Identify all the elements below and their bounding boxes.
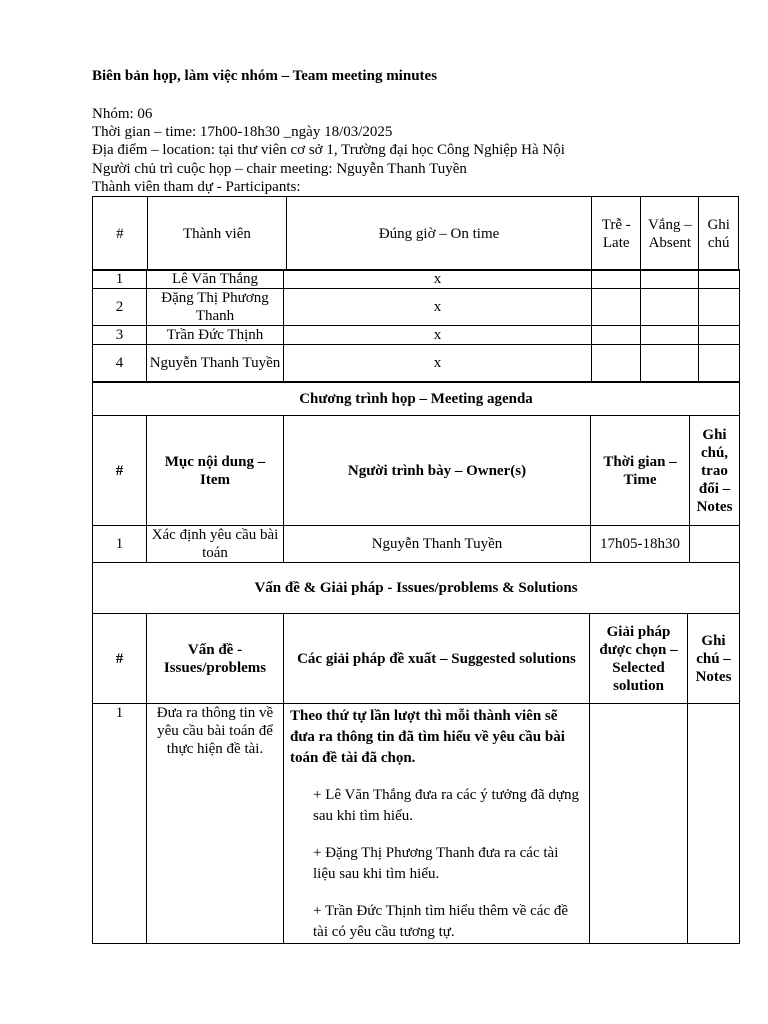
solution-item: + Lê Văn Thắng đưa ra các ý tưởng đã dựng sau khi tìm hiểu. — [313, 787, 579, 824]
issues-header-notes: Ghi chú – Notes — [688, 614, 740, 704]
agenda-section-title: Chương trình họp – Meeting agenda — [93, 383, 740, 416]
solution-item: + Đặng Thị Phương Thanh đưa ra các tài liệu sau khi tìm hiểu. — [313, 845, 559, 882]
issue-text: Đưa ra thông tin về yêu cầu bài toán để thực hiện đề tài. — [147, 704, 284, 944]
solution-item: + Trần Đức Thịnh tìm hiểu thêm về các đề tài có yêu cầu tương tự. — [313, 903, 569, 940]
table-row — [93, 270, 740, 289]
attendance-header-row — [93, 197, 739, 271]
note-cell — [699, 270, 740, 289]
note-cell — [699, 289, 740, 326]
late-mark — [592, 270, 641, 289]
document-title: Biên bản họp, làm việc nhóm – Team meeting minutes — [92, 68, 438, 84]
issue-notes — [688, 704, 740, 944]
group-line: Nhóm: 06 — [92, 106, 153, 122]
late-mark — [592, 289, 641, 326]
late-mark — [592, 326, 641, 345]
on-time-mark: x — [284, 289, 592, 326]
on-time-mark: x — [284, 270, 592, 289]
row-no: 1 — [93, 270, 147, 289]
agenda-header-no: # — [93, 416, 147, 526]
agenda-time: 17h05-18h30 — [591, 526, 690, 563]
row-no: 1 — [93, 704, 147, 944]
location-line: Địa điểm – location: tại thư viên cơ sở 1, Trường đại học Công Nghiệp Hà Nội — [92, 142, 565, 159]
absent-mark — [641, 289, 699, 326]
chair-line: Người chủ trì cuộc họp – chair meeting: Nguyễn Thanh Tuyền — [92, 160, 467, 177]
absent-mark — [641, 270, 699, 289]
table-row — [93, 289, 740, 326]
row-no: 1 — [93, 526, 147, 563]
issues-section-title: Vấn đề & Giải pháp - Issues/problems & Solutions — [93, 563, 740, 614]
issues-header-selected: Giải pháp được chọn – Selected solution — [590, 614, 688, 704]
member-name: Trần Đức Thịnh — [147, 326, 284, 345]
issues-header-no: # — [93, 614, 147, 704]
participants-label: Thành viên tham dự - Participants: — [92, 178, 301, 195]
agenda-header-owner: Người trình bày – Owner(s) — [284, 416, 591, 526]
header-note: Ghi chú — [699, 197, 738, 270]
attendance-table — [92, 196, 739, 271]
solution-lead: Theo thứ tự lần lượt thì mỗi thành viên sẽ đưa ra thông tin đã tìm hiểu về yêu cầu bài toán đề tài đã chọn. — [290, 708, 565, 766]
header-on-time: Đúng giờ – On time — [287, 197, 592, 270]
attendance-header-inner — [287, 197, 738, 270]
agenda-item: Xác định yêu cầu bài toán — [147, 526, 284, 563]
agenda-header-time: Thời gian – Time — [591, 416, 690, 526]
on-time-mark: x — [284, 326, 592, 345]
meeting-info — [92, 105, 565, 196]
agenda-header-item: Mục nội dung – Item — [147, 416, 284, 526]
member-name: Nguyễn Thanh Tuyền — [147, 345, 284, 382]
table-row — [93, 345, 740, 382]
header-no: # — [93, 197, 148, 271]
note-cell — [699, 326, 740, 345]
issues-header-issue: Vấn đề - Issues/problems — [147, 614, 284, 704]
header-late: Trễ - Late — [592, 197, 641, 270]
selected-solution — [590, 704, 688, 944]
solutions-cell — [284, 704, 590, 944]
member-name: Đặng Thị Phương Thanh — [147, 289, 284, 326]
issues-table — [92, 562, 740, 944]
time-line: Thời gian – time: 17h00-18h30 _ngày 18/03/2025 — [92, 124, 393, 141]
note-cell — [699, 345, 740, 382]
row-no: 4 — [93, 345, 147, 382]
agenda-table — [92, 382, 740, 563]
header-member: Thành viên — [147, 197, 286, 271]
agenda-header-notes: Ghi chú, trao đổi – Notes — [690, 416, 740, 526]
agenda-header-row — [93, 416, 740, 526]
on-time-mark: x — [284, 345, 592, 382]
table-row — [93, 326, 740, 345]
issues-header-solutions: Các giải pháp đề xuất – Suggested solutions — [284, 614, 590, 704]
row-no: 2 — [93, 289, 147, 326]
member-name: Lê Văn Thắng — [147, 270, 284, 289]
table-row — [93, 526, 740, 563]
issues-header-row — [93, 614, 740, 704]
absent-mark — [641, 326, 699, 345]
row-no: 3 — [93, 326, 147, 345]
table-row — [93, 704, 740, 944]
attendance-rows — [92, 269, 740, 382]
header-absent: Vắng – Absent — [641, 197, 699, 270]
agenda-notes — [690, 526, 740, 563]
late-mark — [592, 345, 641, 382]
absent-mark — [641, 345, 699, 382]
agenda-owner: Nguyễn Thanh Tuyền — [284, 526, 591, 563]
